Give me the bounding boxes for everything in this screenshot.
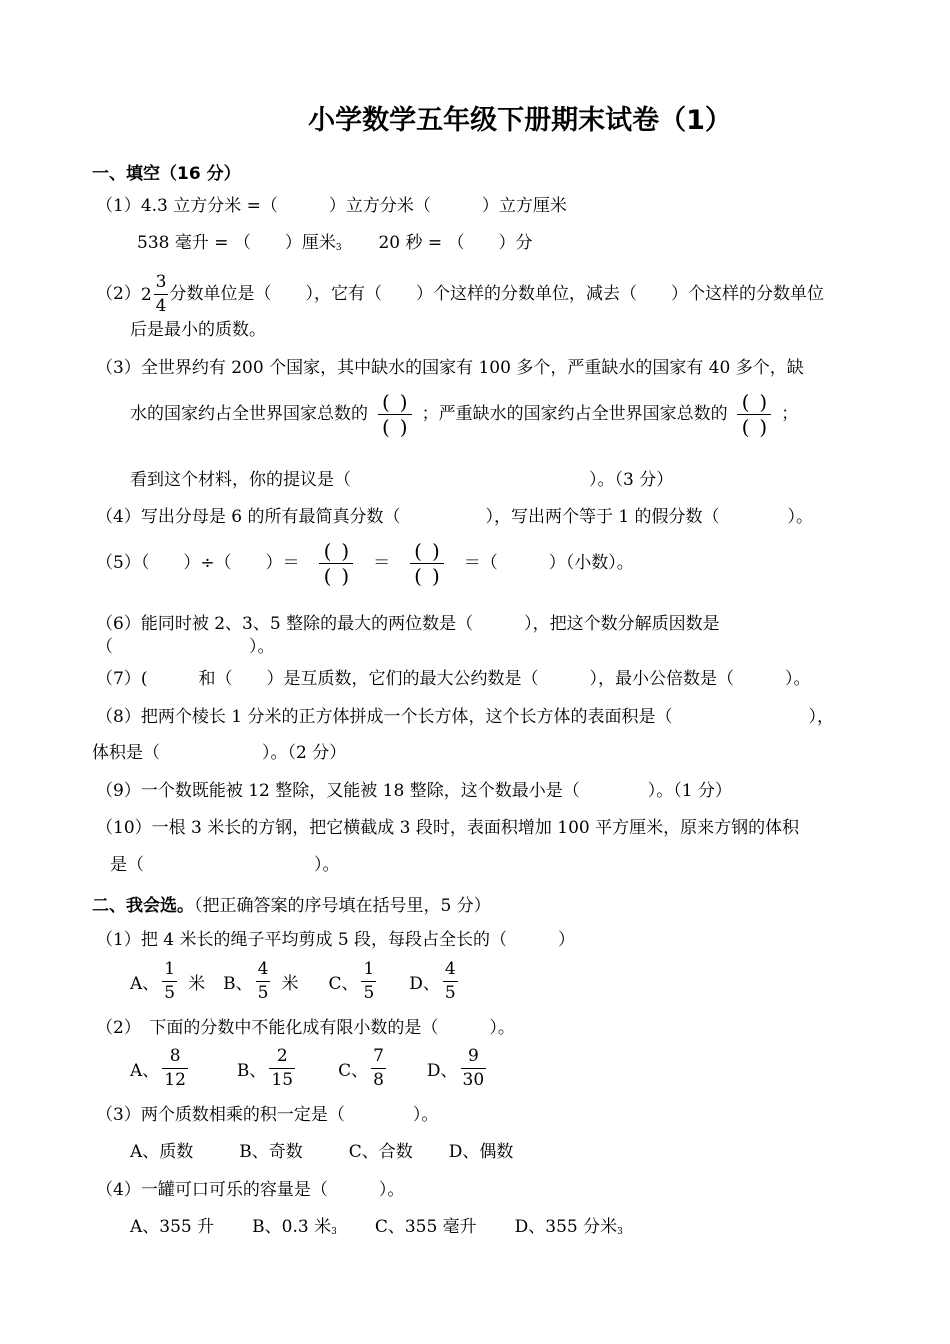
q2-line2: 后是最小的质数。 — [130, 320, 266, 340]
s2-q3-option-c: C、合数 — [348, 1142, 413, 1162]
s2-q2-d-num: 9 — [467, 1046, 479, 1066]
q3-line3: 看到这个材料，你的提议是（ ）。（3 分） — [130, 470, 674, 490]
s2-q2-b-num: 2 — [276, 1046, 288, 1066]
s2-q3-option-d: D、偶数 — [448, 1142, 514, 1162]
s2-q3-options — [130, 1140, 513, 1164]
q1-seconds-text: 20 秒 = （ ）分 — [378, 233, 533, 253]
s2-q3-option-b: B、奇数 — [239, 1142, 303, 1162]
s2-q4-option-c: C、355 毫升 — [374, 1217, 477, 1237]
s2-q1-d-den: 5 — [444, 983, 456, 1003]
s2-q2-d-den: 30 — [462, 1070, 485, 1090]
s2-q2-text: （2） 下面的分数中不能化成有限小数的是（ ）。 — [96, 1018, 515, 1038]
s2-q1-c-num: 1 — [363, 959, 375, 979]
s2-q2-option-d-label: D、 — [426, 1061, 458, 1081]
s2-q1-options — [130, 961, 461, 1002]
s2-q1-option-b-label: B、 — [223, 974, 253, 994]
q6-line2: （ ）。 — [96, 637, 275, 657]
q1-ml-text: 538 毫升 = （ ）厘米 — [137, 233, 336, 253]
q3-blank-fraction-1: () () — [372, 391, 418, 438]
q2-whole: 2 — [140, 284, 152, 305]
s2-q4-b-cube-sup: 3 — [331, 1227, 337, 1237]
q1-cube-sup: 3 — [335, 243, 342, 253]
q3-line1: （3）全世界约有 200 个国家，其中缺水的国家有 100 多个，严重缺水的国家有 40 多个，缺 — [96, 358, 804, 378]
s2-q2-a-num: 8 — [169, 1046, 181, 1066]
s2-q2-option-a-label: A、 — [130, 1061, 160, 1081]
q5-suffix: ＝（ ）（小数）。 — [463, 553, 634, 573]
q9-line: （9）一个数既能被 12 整除，又能被 18 整除，这个数最小是（ ）。（1 分） — [96, 781, 732, 801]
section-2-heading — [92, 891, 491, 916]
s2-q4-text: （4）一罐可口可乐的容量是（ ）。 — [96, 1180, 405, 1200]
q1-line2 — [137, 231, 533, 260]
s2-q2-b-den: 15 — [271, 1070, 294, 1090]
q3-blank-fraction-2: () () — [732, 391, 778, 438]
q3-text-a: 水的国家约占全世界国家总数的 — [130, 404, 368, 424]
section-2-title: 二、我会选。 — [92, 896, 194, 916]
s2-q2-c-den: 8 — [373, 1070, 384, 1090]
s2-q1-option-d-label: D、 — [409, 974, 440, 994]
s2-q4-d-cube-sup: 3 — [617, 1227, 623, 1237]
q2-text: 分数单位是（ ），它有（ ）个这样的分数单位，减去（ ）个这样的分数单位 — [169, 284, 824, 304]
q5-blank-fraction-2: () () — [404, 540, 450, 587]
s2-q4-option-d: D、355 分米 — [514, 1217, 618, 1237]
s2-q4-option-a: A、355 升 — [130, 1217, 215, 1237]
s2-q2-a-den: 12 — [164, 1070, 186, 1090]
q2-numerator: 3 — [155, 272, 167, 292]
q2-denominator: 4 — [155, 296, 167, 316]
q1-line1: （1）4.3 立方分米 =（ ）立方分米（ ）立方厘米 — [96, 196, 567, 216]
s2-q1-b-num: 4 — [257, 959, 269, 979]
q10-line2: 是（ ）。 — [110, 855, 340, 875]
s2-q1-option-a-label: A、 — [130, 974, 160, 994]
q2-mixed-number — [141, 274, 170, 315]
q2-line1 — [96, 274, 824, 315]
s2-q1-option-c-label: C、 — [328, 974, 359, 994]
s2-q4-option-b: B、0.3 米 — [252, 1217, 332, 1237]
s2-q2-c-num: 7 — [373, 1046, 384, 1066]
section-2-note: （把正确答案的序号填在括号里，5 分） — [194, 896, 491, 916]
s2-q2-options — [130, 1048, 489, 1089]
section-1-heading: 一、填空（16 分） — [92, 164, 241, 184]
q2-prefix: （2） — [96, 284, 141, 304]
s2-q1-b-unit: 米 — [281, 974, 299, 994]
q4-line: （4）写出分母是 6 的所有最简真分数（ ），写出两个等于 1 的假分数（ ）。 — [96, 507, 814, 527]
s2-q3-option-a: A、质数 — [130, 1142, 194, 1162]
q3-text-c: ； — [781, 404, 799, 424]
s2-q1-d-num: 4 — [444, 959, 456, 979]
s2-q1-a-den: 5 — [164, 983, 176, 1003]
s2-q2-option-c-label: C、 — [338, 1061, 369, 1081]
q8-line1: （8）把两个棱长 1 分米的正方体拼成一个长方体，这个长方体的表面积是（ ）， — [96, 707, 834, 727]
q5-equals: ＝ — [373, 553, 391, 573]
s2-q1-b-den: 5 — [257, 983, 269, 1003]
q10-line1: （10）一根 3 米长的方钢，把它横截成 3 段时，表面积增加 100 平方厘米，原来方钢的体积 — [96, 818, 800, 838]
q5-line — [96, 540, 634, 587]
q6-line1: （6）能同时被 2、3、5 整除的最大的两位数是（ ），把这个数分解质因数是 — [96, 614, 720, 634]
q8-line2: 体积是（ ）。（2 分） — [92, 743, 347, 763]
s2-q3-text: （3）两个质数相乘的积一定是（ ）。 — [96, 1105, 439, 1125]
page-title: 小学数学五年级下册期末试卷（1） — [308, 105, 732, 136]
s2-q2-option-b-label: B、 — [236, 1061, 267, 1081]
q3-line2 — [130, 391, 798, 438]
s2-q1-a-unit: 米 — [188, 974, 206, 994]
q5-blank-fraction-1: () () — [314, 540, 360, 587]
s2-q1-text: （1）把 4 米长的绳子平均剪成 5 段，每段占全长的（ ） — [96, 930, 576, 950]
q7-line: （7）( 和（ ）是互质数，它们的最大公约数是（ ），最小公倍数是（ ）。 — [96, 669, 811, 689]
q3-text-b: ；严重缺水的国家约占全世界国家总数的 — [421, 404, 728, 424]
s2-q1-a-num: 1 — [164, 959, 176, 979]
s2-q1-c-den: 5 — [363, 983, 375, 1003]
s2-q4-options — [130, 1215, 623, 1244]
q5-prefix: （5）（ ）÷（ ）＝ — [96, 553, 300, 573]
